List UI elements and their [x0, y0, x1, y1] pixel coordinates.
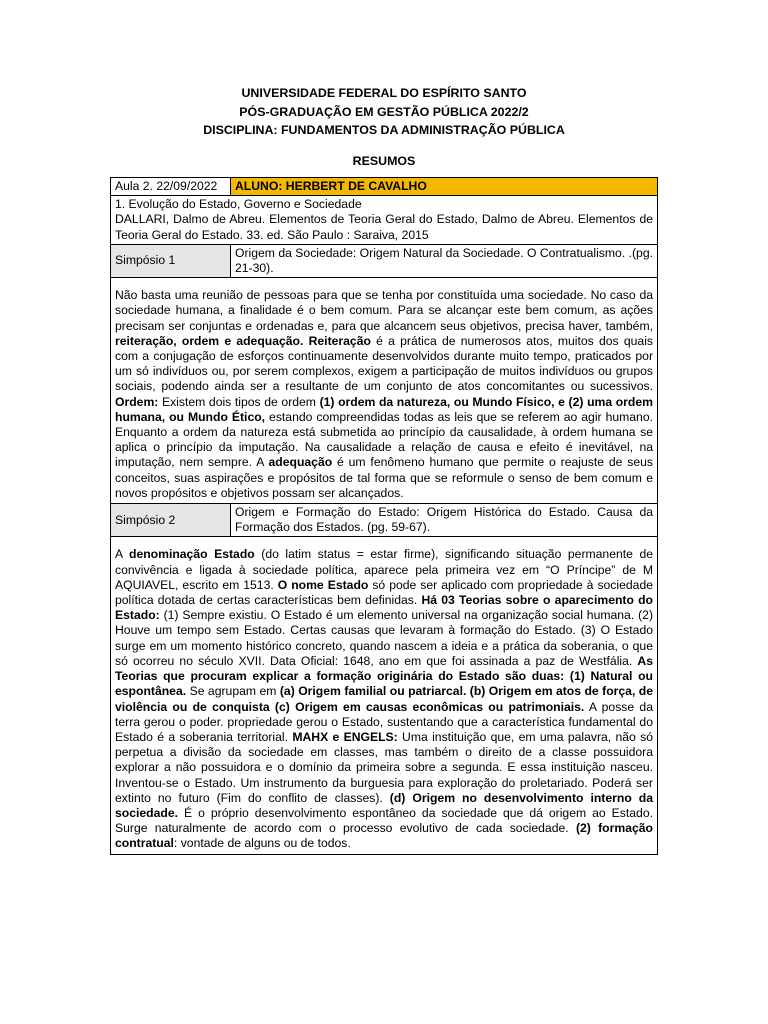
- text-run: Existem dois tipos de ordem: [158, 394, 320, 409]
- summary-table: [110, 177, 658, 855]
- text-run: A: [115, 547, 129, 562]
- text-run: É o próprio desenvolvimento espontâneo da sociedade que dá origem ao Estado. Surge naturalmente de acordo com o processo evolutivo de cada sociedade.: [115, 805, 653, 836]
- text-run: (1) Sempre existiu. O Estado é um elemento universal na organização social humana. (2) Houve um tempo sem Estado. Certas causas que levaram à formação do Estado. (3) O Estado surge em um momento histórico concreto, quando nascem a ideia e a prática da soberania, o que só ocorreu no século XVII. Data Oficial: 1648, ano em que foi assinada a paz de Westfália.: [115, 608, 653, 668]
- text-run: Uma instituição que, em uma palavra, não só perpetua a divisão da sociedade em classes, mas também o direito de a classe possuidora explorar a não possuidora e o domínio da primeira sobre a segunda. E essa instituição nasceu. Inventou-se o Estado. Um instrumento da burguesia para exploração do proletariado. Poderá ser extinto no futuro (Fim do conflito de classes).: [115, 729, 653, 805]
- bold-run: O nome Estado: [277, 577, 369, 592]
- text-run: (do latim status = estar firme), significando situação permanente de convivência e ligada à sociedade política, aparece pela primeira vez em “O Príncipe” de M AQUIAVEL, escrito em 1513.: [115, 547, 654, 592]
- simposio2-summary: [111, 537, 658, 854]
- student-cell: ALUNO: HERBERT DE CAVALHO: [231, 178, 658, 196]
- university-name: UNIVERSIDADE FEDERAL DO ESPÍRITO SANTO: [241, 86, 527, 100]
- text-run: Não basta uma reunião de pessoas para que se tenha por constituída uma sociedade. No caso da sociedade humana, a finalidade é o bem comum. Para se alcançar este bem comum, as ações precisam ser conjuntas e ordenadas e, para que alcancem seus objetivos, precisa haver, também,: [115, 288, 653, 333]
- text-run: estando compreendidas todas as leis que se referem ao agir humano. Enquanto a ordem da natureza está submetida ao princípio da causalidade, à ordem humana se aplica o princípio da imputação. Na causalidade a relação de causa e efeito é inevitável, na imputação, nem sempre. A: [115, 409, 653, 470]
- section-title: RESUMOS: [352, 153, 416, 168]
- text-run: é um fenômeno humano que permite o reajuste de seus conceitos, suas aspirações e propósitos de tal forma que se reformule o senso de bem comum e novos propósitos e objetivos possam ser alcançados.: [115, 455, 653, 500]
- simposio1-label: Simpósio 1: [111, 244, 231, 277]
- topic-cell: [111, 196, 658, 245]
- bold-run: adequação: [268, 455, 333, 470]
- bold-run: denominação Estado: [129, 547, 255, 562]
- simposio2-body-row: [111, 537, 658, 854]
- simposio1-row: [111, 244, 658, 277]
- reference-text: DALLARI, Dalmo de Abreu. Elementos de Teoria Geral do Estado, Dalmo de Abreu. Elementos de Teoria Geral do Estado. 33. ed. São Paulo : Saraiva, 2015: [115, 212, 653, 242]
- bold-run: (d) Origem no desenvolvimento interno da sociedade.: [115, 790, 653, 820]
- simposio2-label: Simpósio 2: [111, 504, 231, 537]
- text-run: : vontade de alguns ou de todos.: [173, 836, 351, 851]
- header-row: [111, 178, 658, 196]
- simposio1-summary: [111, 278, 658, 504]
- program-name: PÓS-GRADUAÇÃO EM GESTÃO PÚBLICA 2022/2: [239, 104, 529, 119]
- aula-cell: Aula 2. 22/09/2022: [111, 178, 231, 196]
- text-run: Se agrupam em: [186, 684, 280, 699]
- bold-run: Há 03 Teorias sobre o aparecimento do Estado:: [115, 593, 653, 623]
- discipline-name: DISCIPLINA: FUNDAMENTOS DA ADMINISTRAÇÃO PÚBLICA: [203, 123, 565, 137]
- topic-row: [111, 196, 658, 245]
- text-run: é a prática de numerosos atos, muitos dos quais com a conjugação de esforços continuamente desenvolvidos durante muito tempo, praticados por um só indivíduos ou, por serem complexos, exigem a participação de muitos indivíduos ou grupos sociais, podendo ainda ser a resultante de um conjunto de atos concomitantes ou sucessivos.: [115, 333, 653, 394]
- bold-run: (1) ordem da natureza, ou Mundo Físico, e (2) uma ordem humana, ou Mundo Ético,: [115, 394, 653, 424]
- bold-run: As Teorias que procuram explicar a formação originária do Estado são duas: (1) Natural ou espontânea.: [115, 653, 653, 699]
- bold-run: Ordem:: [115, 394, 159, 409]
- simposio1-title: Origem da Sociedade: Origem Natural da Sociedade. O Contratualismo. .(pg. 21-30).: [231, 244, 658, 277]
- bold-run: (2) formação contratual: [115, 821, 653, 851]
- bold-run: MAHX e ENGELS:: [292, 729, 398, 744]
- bold-run: reiteração, ordem e adequação. Reiteração: [115, 333, 371, 348]
- bold-run: (a) Origem familial ou patriarcal. (b) Origem em atos de força, de violência ou de conquista (c) Origem em causas econômicas ou patrimoniais.: [115, 684, 654, 714]
- document-header: [0, 84, 768, 170]
- text-run: só pode ser aplicado com propriedade à sociedade política dotada de certas características bem definidas.: [115, 577, 654, 608]
- simposio2-title: Origem e Formação do Estado: Origem Histórica do Estado. Causa da Formação dos Estados. (pg. 59-67).: [231, 504, 658, 537]
- topic-title: 1. Evolução do Estado, Governo e Sociedade: [115, 197, 362, 212]
- simposio1-body-row: [111, 278, 658, 504]
- simposio2-row: [111, 504, 658, 537]
- text-run: A posse da terra gerou o poder. propriedade gerou o Estado, sustentando que a característica fundamental do Estado é a soberania territorial.: [115, 699, 653, 744]
